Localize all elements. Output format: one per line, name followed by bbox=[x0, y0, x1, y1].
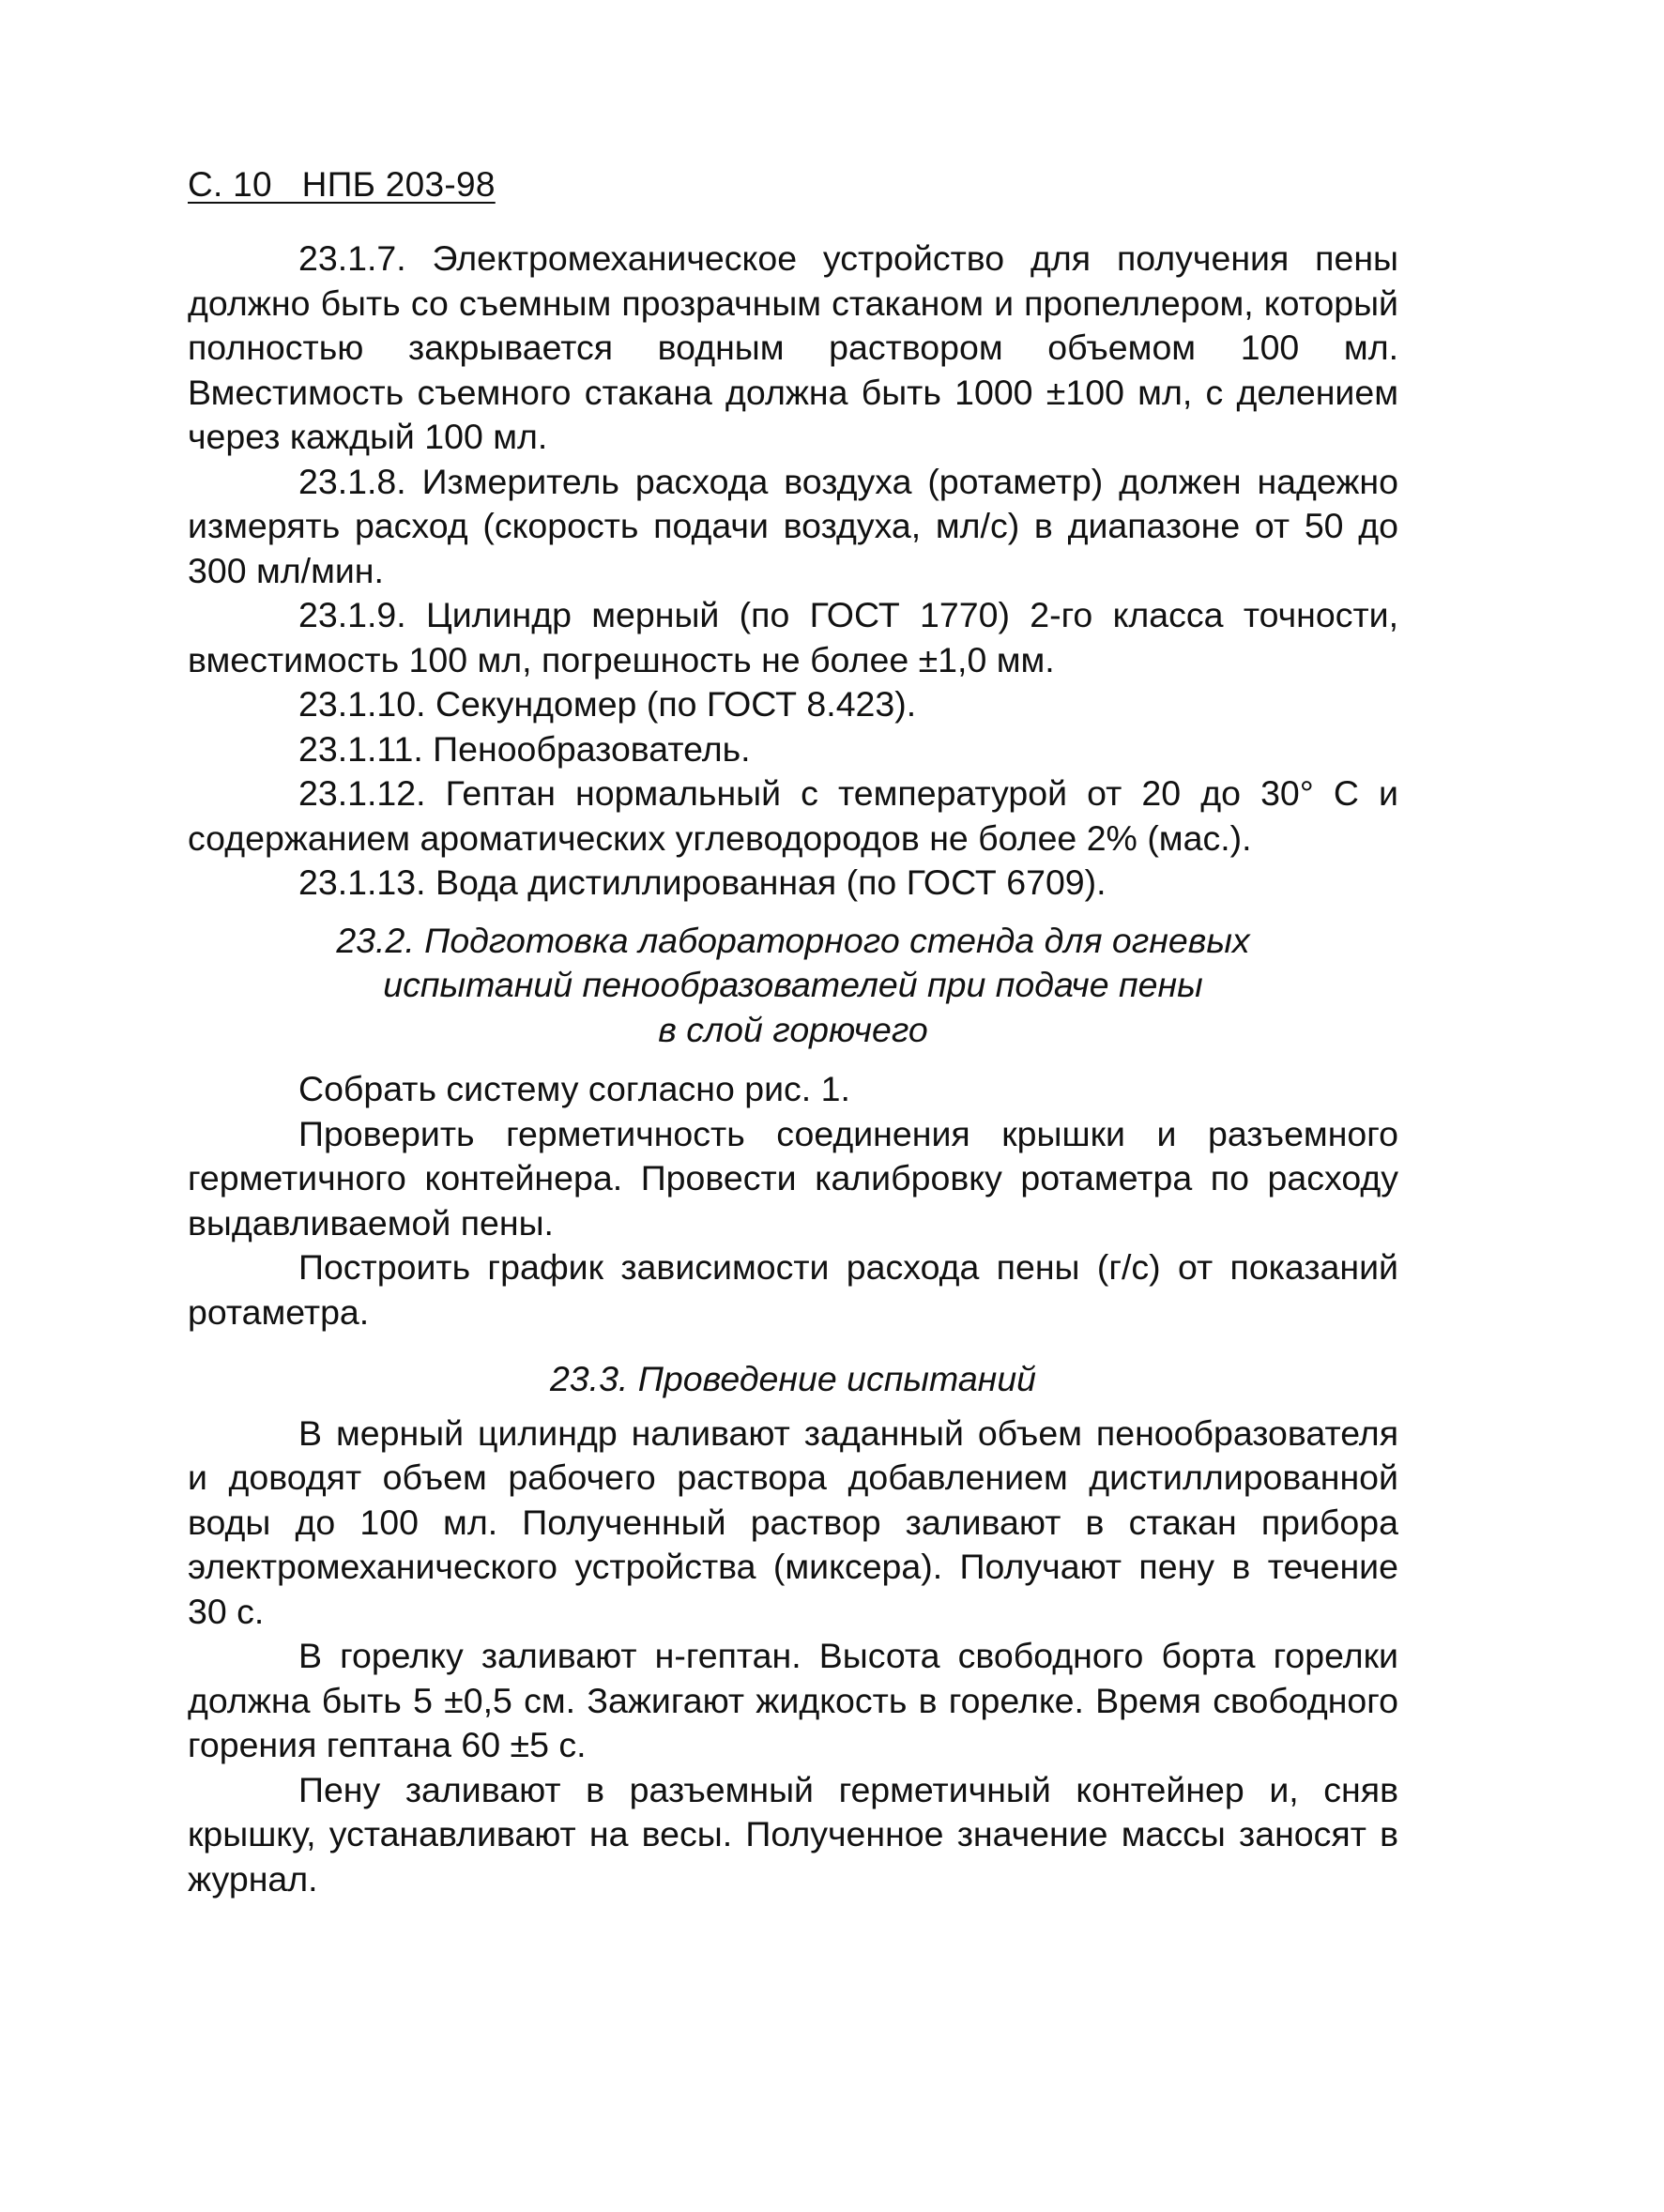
paragraph-23-3-3: Пену заливают в разъемный герметичный контейнер и, сняв крышку, устанавливают на весы. Полученное значение массы заносят в журнал. bbox=[188, 1769, 1398, 1899]
section-heading-23-3: 23.3. Проведение испытаний bbox=[549, 1359, 1037, 1398]
section-heading-23-2-line-2: испытаний пенообразователей при подаче пены bbox=[383, 965, 1203, 1004]
paragraph-23-1-13: 23.1.13. Вода дистиллированная (по ГОСТ 6709). bbox=[298, 862, 1107, 902]
paragraph-23-1-9: 23.1.9. Цилиндр мерный (по ГОСТ 1770) 2-го класса точности, вместимость 100 мл, погрешность не более ±1,0 мм. bbox=[188, 595, 1398, 679]
section-heading-23-2-line-3: в слой горючего bbox=[658, 1009, 928, 1049]
paragraph-23-2-1: Собрать систему согласно рис. 1. bbox=[298, 1069, 850, 1108]
paragraph-23-1-10: 23.1.10. Секундомер (по ГОСТ 8.423). bbox=[298, 684, 917, 724]
paragraph-23-1-7: 23.1.7. Электромеханическое устройство для получения пены должно быть со съемным прозрачным стаканом и пропеллером, который полностью закрывается водным раствором объемом 100 мл. Вместимость съемного стакана должна быть 1000 ±100 мл, с делением через каждый 100 мл. bbox=[188, 238, 1398, 456]
section-heading-23-2 bbox=[188, 919, 1398, 1053]
paragraph-23-1-12: 23.1.12. Гептан нормальный с температурой от 20 до 30° С и содержанием ароматических углеводородов не более 2% (мас.). bbox=[188, 773, 1398, 858]
section-heading-23-2-line-1: 23.2. Подготовка лабораторного стенда для огневых bbox=[336, 920, 1250, 960]
page-header: С. 10 НПБ 203-98 bbox=[188, 165, 496, 204]
paragraph-23-3-2: В горелку заливают н-гептан. Высота свободного борта горелки должна быть 5 ±0,5 см. Зажигают жидкость в горелке. Время свободного горения гептана 60 ±5 с. bbox=[188, 1636, 1398, 1764]
document-body bbox=[188, 236, 1398, 1901]
paragraph-23-1-8: 23.1.8. Измеритель расхода воздуха (ротаметр) должен надежно измерять расход (скорость подачи воздуха, мл/с) в диапазоне от 50 до 300 мл/мин. bbox=[188, 461, 1398, 590]
paragraph-23-2-2: Проверить герметичность соединения крышки и разъемного герметичного контейнера. Провести калибровку ротаметра по расходу выдавливаемой пены. bbox=[188, 1113, 1398, 1243]
paragraph-23-2-3: Построить график зависимости расхода пены (г/с) от показаний ротаметра. bbox=[188, 1247, 1398, 1332]
paragraph-23-3-1: В мерный цилиндр наливают заданный объем пенообразователя и доводят объем рабочего раствора добавлением дистиллированной воды до 100 мл. Полученный раствор заливают в стакан прибора электромеханического устройства (миксера). Получают пену в течение 30 с. bbox=[188, 1412, 1398, 1631]
paragraph-23-1-11: 23.1.11. Пенообразователь. bbox=[298, 728, 751, 769]
